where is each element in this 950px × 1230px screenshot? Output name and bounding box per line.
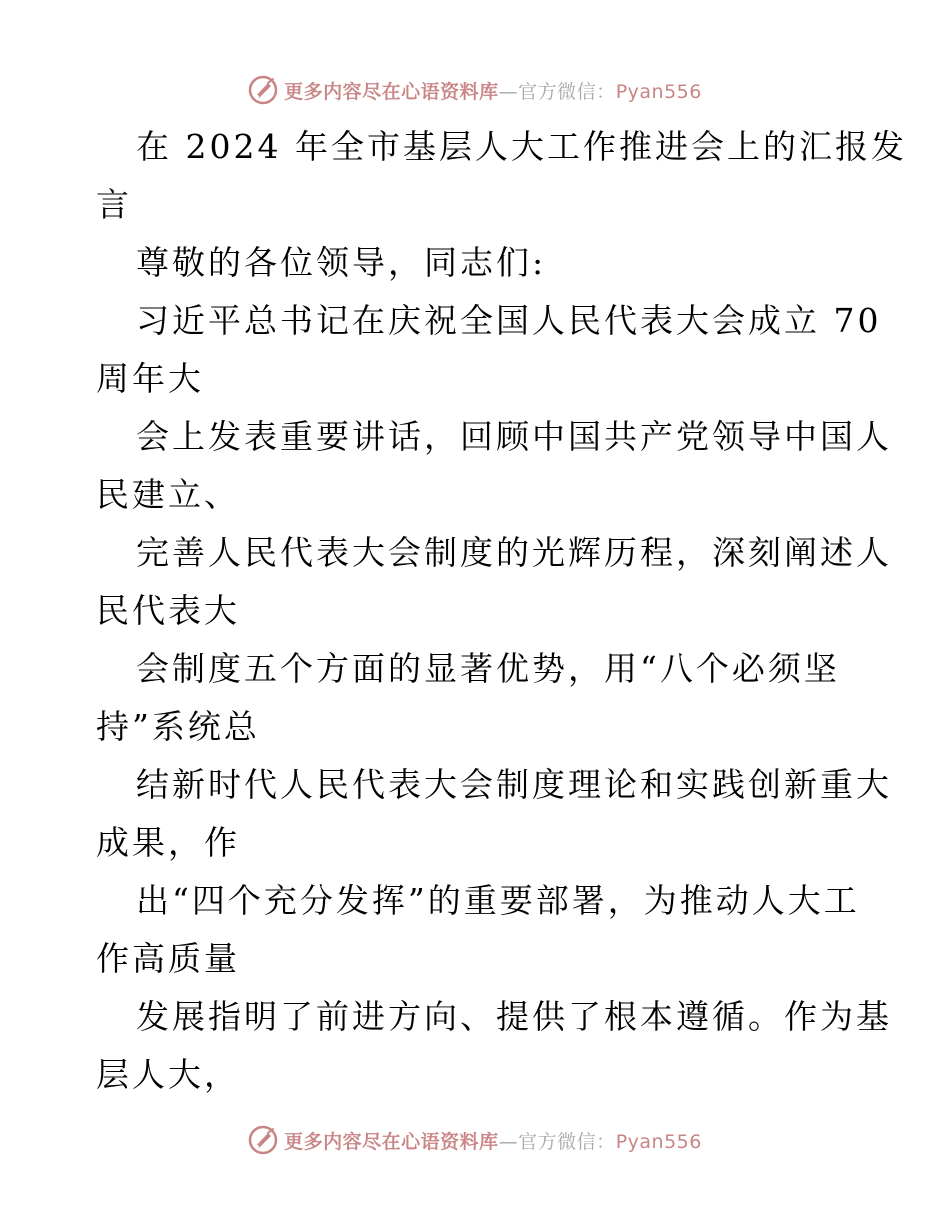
watermark-text <box>284 77 702 104</box>
footer-watermark <box>0 1120 950 1160</box>
text-line: 出“四个充分发挥”的重要部署，为推动人大工 <box>136 881 860 920</box>
text-line: 作高质量 <box>96 939 240 978</box>
text-line: 言 <box>96 185 132 224</box>
text-line: 结新时代人民代表大会制度理论和实践创新重大 <box>136 765 892 804</box>
document-body <box>96 118 907 1104</box>
watermark-wechat-id: Pyan556 <box>615 80 702 103</box>
text-line: 完善人民代表大会制度的光辉历程，深刻阐述人 <box>136 533 892 572</box>
text-line: 发展指明了前进方向、提供了根本遵循。作为基 <box>136 997 892 1036</box>
text-line: 民代表大 <box>96 591 240 630</box>
watermark-text <box>284 1127 702 1154</box>
text-line: 尊敬的各位领导，同志们: <box>136 243 547 282</box>
text-line: 成果，作 <box>96 823 240 862</box>
text-line: 会上发表重要讲话，回顾中国共产党领导中国人 <box>136 417 892 456</box>
text-line: 持”系统总 <box>96 707 260 746</box>
watermark-brand: 更多内容尽在心语资料库 <box>284 1130 499 1153</box>
text-line: 习近平总书记在庆祝全国人民代表大会成立 70 <box>136 301 882 340</box>
text-line: 周年大 <box>96 359 204 398</box>
header-watermark <box>0 70 950 110</box>
watermark-official: —官方微信： <box>498 80 616 103</box>
watermark-brand: 更多内容尽在心语资料库 <box>284 80 499 103</box>
text-line: 在 2024 年全市基层人大工作推进会上的汇报发 <box>136 127 907 166</box>
text-line: 层人大， <box>96 1055 240 1094</box>
watermark-official: —官方微信： <box>498 1130 616 1153</box>
text-line: 会制度五个方面的显著优势，用“八个必须坚 <box>136 649 840 688</box>
quill-pen-seal-icon <box>248 75 278 105</box>
quill-pen-seal-icon <box>248 1125 278 1155</box>
watermark-wechat-id: Pyan556 <box>615 1130 702 1153</box>
text-line: 民建立、 <box>96 475 240 514</box>
